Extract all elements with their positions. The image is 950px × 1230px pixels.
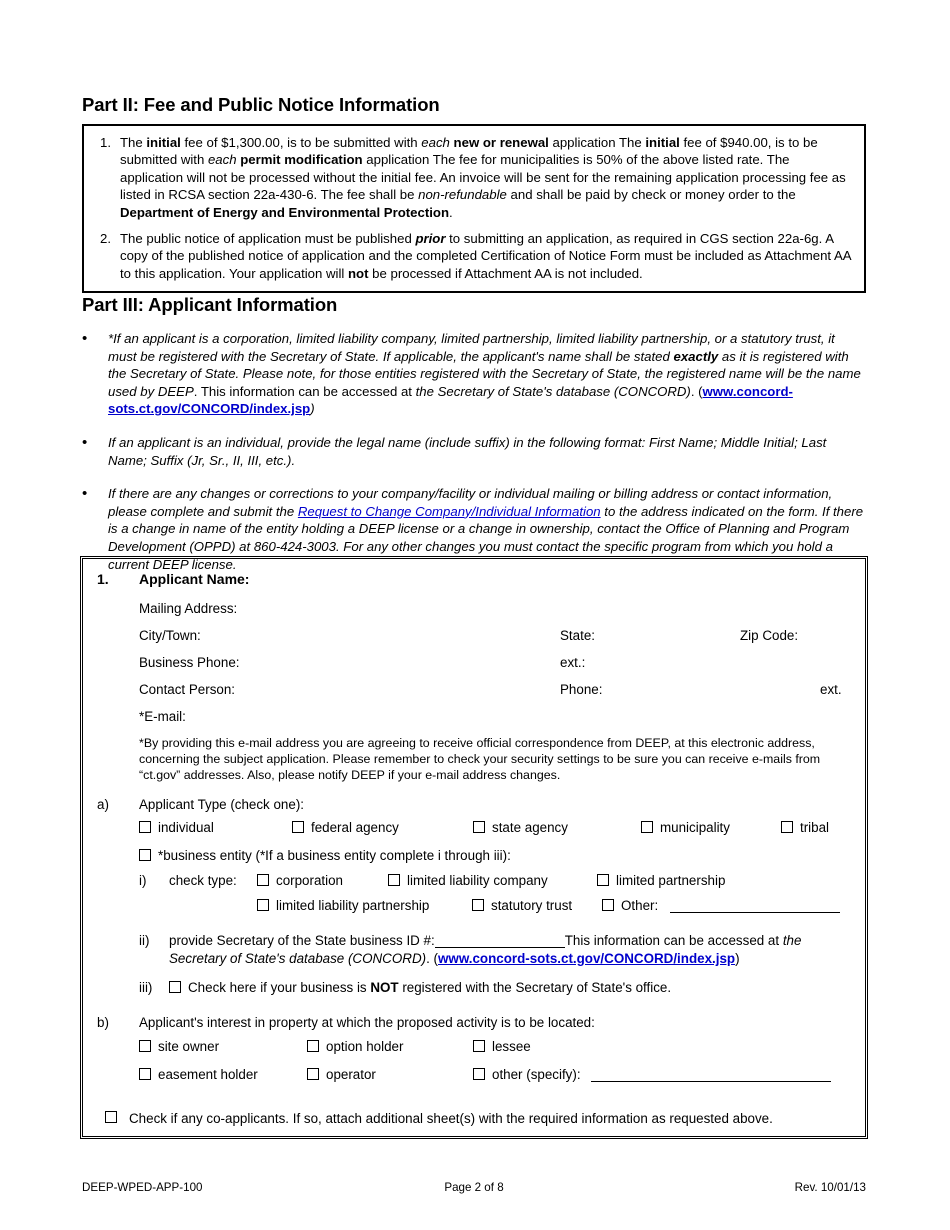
contact-phone-label: Phone: (560, 682, 603, 697)
checkbox-not-registered[interactable] (169, 981, 181, 993)
section-b-marker: b) (97, 1014, 109, 1030)
b1-t5: ) (310, 401, 315, 417)
part-3-heading: Part III: Applicant Information (82, 294, 338, 315)
fee-t5: application The fee for municipalities is 50% of the above listed rate. The application will not be processed without the initial fee. An invoice will be sent for the remaining application processing fee as listed in RCSA section 22a-430-6. The fee shall be (120, 152, 846, 203)
notice-t2: to submitting an application, as required in CGS section 22a-6g. A copy of the published notice of application and the completed Certification of Notice Form must be included as Attachment AA to this application. Your application will (120, 231, 851, 281)
checkbox-icon[interactable] (292, 821, 304, 833)
applicant-number: 1. (97, 571, 109, 587)
business-id-label: provide Secretary of the State business ID #: (169, 932, 435, 948)
checkbox-option-holder[interactable] (307, 1039, 403, 1054)
checkbox-icon[interactable] (307, 1040, 319, 1052)
bullet-marker-icon: • (82, 485, 88, 503)
business-entity-row (139, 848, 851, 873)
label-option-holder: option holder (326, 1038, 404, 1054)
footer-revision: Rev. 10/01/13 (794, 1181, 866, 1194)
applicant-type-label: Applicant Type (check one): (139, 796, 304, 812)
checkbox-state-agency[interactable] (473, 820, 568, 835)
fee-notice-item-2 (94, 230, 852, 282)
co-applicants-label: Check if any co-applicants. If so, attach additional sheet(s) with the required information as requested above. (129, 1110, 773, 1126)
label-lessee: lessee (492, 1038, 531, 1054)
b1-t4: . ( (690, 383, 703, 399)
applicant-interest-section (97, 1015, 851, 1095)
checkbox-icon[interactable] (257, 899, 269, 911)
label-federal-agency: federal agency (311, 819, 399, 835)
business-phone-row (97, 655, 851, 682)
fee-b1: initial (146, 135, 181, 150)
checkbox-corporation[interactable] (257, 873, 343, 888)
label-individual: individual (158, 819, 214, 835)
checkbox-individual[interactable] (139, 820, 214, 835)
item-1-number: 1. (100, 135, 111, 150)
b1-t1: *If an applicant is a corporation, limited liability company, limited partnership, limited liability partnership, or a statutory trust, it must be registered with the Secretary of State. If applicable, the applicant's name shall be stated (108, 331, 835, 364)
interest-checkbox-row-2 (139, 1067, 851, 1095)
checkbox-site-owner[interactable] (139, 1039, 219, 1054)
concord-database-link[interactable]: www.concord-sots.ct.gov/CONCORD/index.jsp (108, 383, 793, 417)
fee-notice-item-1 (94, 134, 852, 221)
mailing-address-row (97, 601, 851, 628)
checkbox-other-business-type[interactable] (602, 898, 840, 913)
footer-page-number: Page 2 of 8 (444, 1181, 504, 1194)
fee-i2: each (207, 152, 237, 168)
business-id-block (139, 932, 851, 968)
email-disclaimer-note: *By providing this e-mail address you are agreeing to receive official correspondence from DEEP, at this electronic address, concerning the subject application. Please remember to check your security settings to be sure you can receive e-mails from “ct.gov” addresses. Also, please notify DEEP if your e-mail address changes. (139, 736, 821, 783)
applicant-name-label: Applicant Name: (139, 571, 250, 587)
request-to-change-info-link[interactable]: Request to Change Company/Individual Information (297, 503, 601, 519)
label-corporation: corporation (276, 872, 343, 888)
concord-db-italic: the Secretary of State's database (CONCORD) (169, 932, 802, 966)
label-limited-liability-partnership: limited liability partnership (276, 897, 430, 913)
not-registered-t2: registered with the Secretary of State's office. (398, 979, 672, 995)
business-type-row-2 (139, 898, 851, 928)
item-2-text (120, 230, 852, 282)
fee-i3: non-refundable (418, 187, 507, 203)
checkbox-limited-partnership[interactable] (597, 873, 725, 888)
not-registered-t1: Check here if your business is (188, 979, 371, 995)
b3-t1: If there are any changes or corrections to your company/facility or individual mailing or billing address or contact information, please complete and submit the (108, 486, 833, 519)
concord-database-link-2[interactable]: www.concord-sots.ct.gov/CONCORD/index.jsp (437, 950, 736, 966)
checkbox-federal-agency[interactable] (292, 820, 399, 835)
bullet-marker-icon: • (82, 330, 88, 347)
business-phone-ext-label: ext.: (560, 655, 586, 670)
bullet-registration (82, 330, 866, 418)
other-interest-input[interactable] (591, 1081, 831, 1082)
bullet-marker-icon: • (82, 433, 88, 451)
applicant-info-bullets (82, 330, 866, 573)
roman-iii-marker: iii) (139, 979, 153, 995)
other-business-type-input[interactable] (670, 912, 840, 913)
business-phone-label: Business Phone: (139, 655, 240, 670)
fee-b3: initial (645, 135, 680, 150)
roman-i-marker: i) (139, 872, 147, 888)
fee-t2: fee of $1,300.00, is to be submitted with (180, 135, 422, 150)
co-applicants-row[interactable] (97, 1111, 851, 1126)
applicant-type-section (97, 797, 851, 997)
label-limited-partnership: limited partnership (616, 872, 726, 888)
applicant-type-checkbox-row-1 (139, 820, 851, 848)
contact-ext-label: ext. (820, 682, 842, 697)
checkbox-limited-liability-company[interactable] (388, 873, 548, 888)
label-other-interest: other (specify): (492, 1066, 581, 1082)
item-2-number: 2. (100, 231, 111, 247)
fee-b2: new or renewal (449, 135, 549, 150)
business-type-row-1 (139, 873, 851, 898)
checkbox-icon[interactable] (473, 821, 485, 833)
checkbox-icon[interactable] (139, 849, 151, 861)
b1-t2: as it is registered with the Secretary of State. Please note, for those entities registered with the Secretary of State, the registered name will be the name used by DEEP (108, 348, 861, 399)
fee-t7: . (449, 204, 453, 220)
fee-t6: and shall be paid by check or money order to the (506, 187, 796, 203)
business-id-input[interactable] (435, 947, 565, 948)
state-label: State: (560, 628, 595, 643)
zip-code-label: Zip Code: (740, 628, 799, 643)
b1-i1: the Secretary of State's database (CONCORD) (415, 383, 691, 399)
business-id-t3: . ( (426, 950, 438, 966)
label-municipality: municipality (660, 819, 730, 835)
notice-b1: not (348, 265, 369, 281)
label-other-business-type: Other: (621, 897, 659, 913)
label-tribal: tribal (800, 819, 830, 835)
checkbox-icon[interactable] (473, 1040, 485, 1052)
checkbox-icon[interactable] (641, 821, 653, 833)
not-registered-b1: NOT (370, 979, 399, 995)
checkbox-easement-holder[interactable] (139, 1067, 258, 1082)
checkbox-tribal[interactable] (781, 820, 829, 835)
checkbox-icon[interactable] (602, 899, 614, 911)
label-easement-holder: easement holder (158, 1066, 258, 1082)
business-id-t4: ) (735, 950, 740, 966)
check-type-label: check type: (169, 872, 237, 888)
business-id-t2: This information can be accessed at (564, 932, 783, 948)
fee-b4: permit modification (236, 152, 363, 168)
applicant-information-box (80, 556, 868, 1139)
checkbox-icon[interactable] (388, 874, 400, 886)
checkbox-other-interest[interactable] (473, 1067, 831, 1082)
notice-bi1: prior (415, 231, 446, 247)
fee-b5: Department of Energy and Environmental Protection (120, 204, 450, 220)
interest-checkbox-row-1 (139, 1039, 851, 1067)
checkbox-icon[interactable] (781, 821, 793, 833)
not-registered-block (139, 979, 851, 997)
applicant-name-row (97, 571, 851, 587)
email-label: *E-mail: (139, 709, 186, 724)
city-town-label: City/Town: (139, 628, 201, 643)
part-2-heading: Part II: Fee and Public Notice Information (82, 94, 440, 115)
notice-t3: be processed if Attachment AA is not included. (368, 265, 643, 281)
checkbox-co-applicants[interactable] (105, 1111, 117, 1123)
email-row (97, 709, 851, 735)
applicant-interest-label: Applicant's interest in property at which the proposed activity is to be located: (139, 1014, 595, 1030)
label-operator: operator (326, 1066, 376, 1082)
contact-person-row (97, 682, 851, 709)
label-state-agency: state agency (492, 819, 568, 835)
checkbox-icon[interactable] (257, 874, 269, 886)
footer-form-number: DEEP-WPED-APP-100 (82, 1181, 203, 1194)
b3-t2: to the address indicated on the form. If there is a change in name of the entity holding a DEEP license or a change in ownership, contact the Office of Planning and Program Development (OPPD) at 860-424-3003. For any other changes you must contact the specific program from which you hold a current DEEP license. (108, 503, 864, 572)
item-1-text (120, 134, 852, 221)
roman-ii-marker: ii) (139, 932, 150, 948)
label-site-owner: site owner (158, 1038, 220, 1054)
checkbox-limited-liability-partnership[interactable] (257, 898, 429, 913)
b1-t3: . This information can be accessed at (193, 383, 416, 399)
checkbox-lessee[interactable] (473, 1039, 531, 1054)
fee-t4: fee of $940.00, is to be submitted with (120, 135, 818, 168)
fee-t1: The (120, 135, 147, 150)
bullet-registration-text (108, 330, 866, 418)
checkbox-icon[interactable] (139, 821, 151, 833)
label-business-entity: *business entity (*If a business entity complete i through iii): (158, 847, 511, 863)
checkbox-operator[interactable] (307, 1067, 376, 1082)
bullet-individual-name-text: If an applicant is an individual, provide the legal name (include suffix) in the following format: First Name; Middle Initial; Last Name; Suffix (Jr, Sr., II, III, etc.). (108, 434, 827, 468)
b1-b1: exactly (673, 348, 719, 364)
city-state-zip-row (97, 628, 851, 655)
checkbox-icon[interactable] (473, 1068, 485, 1080)
checkbox-business-entity[interactable] (139, 848, 511, 863)
bullet-individual-name (82, 434, 866, 469)
fee-i1: each (421, 135, 450, 150)
label-statutory-trust: statutory trust (491, 897, 573, 913)
section-a-marker: a) (97, 796, 109, 812)
checkbox-icon[interactable] (597, 874, 609, 886)
label-limited-liability-company: limited liability company (407, 872, 548, 888)
checkbox-icon[interactable] (472, 899, 484, 911)
fee-public-notice-box (82, 124, 866, 293)
notice-t1: The public notice of application must be published (120, 231, 416, 247)
checkbox-icon[interactable] (139, 1040, 151, 1052)
checkbox-icon[interactable] (139, 1068, 151, 1080)
checkbox-icon[interactable] (307, 1068, 319, 1080)
checkbox-municipality[interactable] (641, 820, 730, 835)
checkbox-statutory-trust[interactable] (472, 898, 572, 913)
mailing-address-label: Mailing Address: (139, 601, 238, 616)
contact-person-label: Contact Person: (139, 682, 236, 697)
fee-t3: application The (548, 135, 646, 150)
